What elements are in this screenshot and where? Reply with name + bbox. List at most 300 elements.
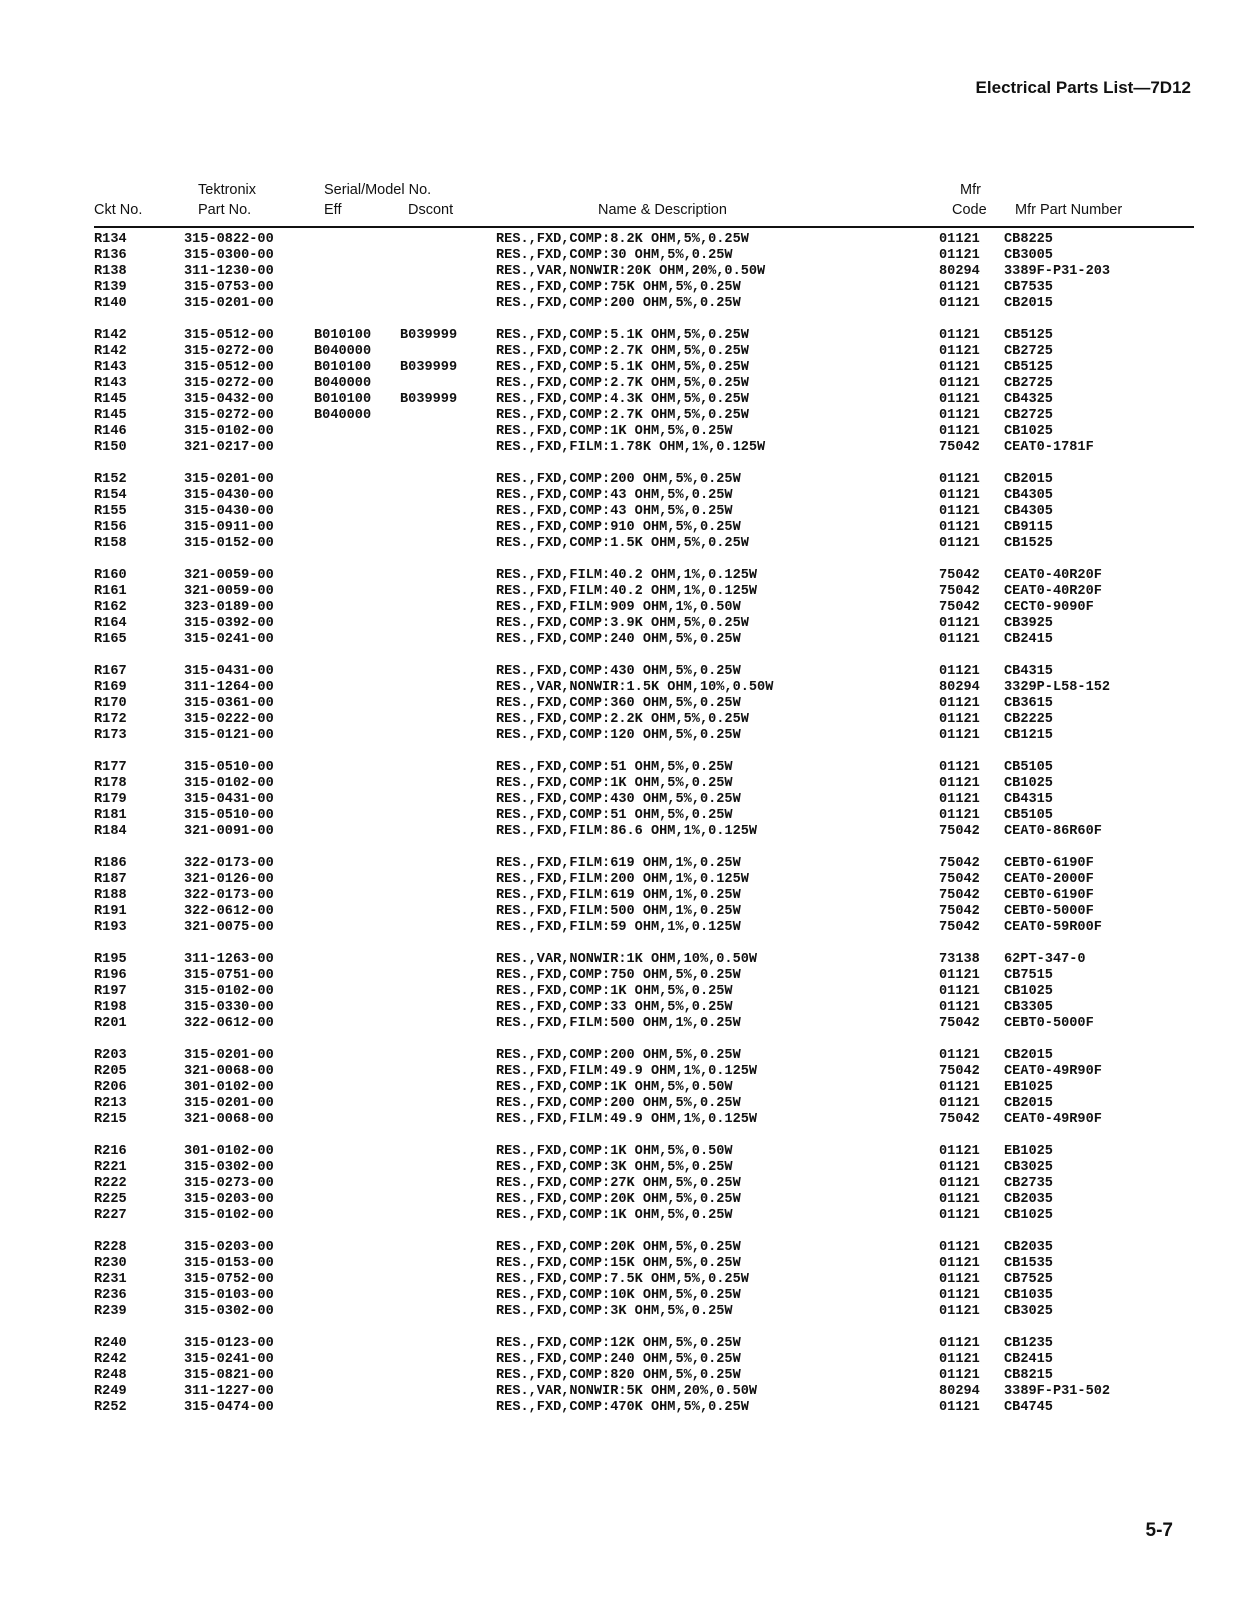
- mfr-part-number: CB1025: [1004, 1208, 1053, 1223]
- mfr-part-number: CB1025: [1004, 424, 1053, 439]
- part-no: 315-0201-00: [184, 296, 274, 311]
- mfr-code: 01121: [939, 360, 980, 375]
- table-row: [94, 264, 1194, 280]
- ckt-no: R158: [94, 536, 127, 551]
- part-no: 315-0152-00: [184, 536, 274, 551]
- mfr-part-number: CB2725: [1004, 408, 1053, 423]
- description: RES.,FXD,COMP:3K OHM,5%,0.25W: [496, 1160, 733, 1175]
- mfr-code: 01121: [939, 1096, 980, 1111]
- mfr-code: 01121: [939, 344, 980, 359]
- ckt-no: R188: [94, 888, 127, 903]
- description: RES.,FXD,COMP:3.9K OHM,5%,0.25W: [496, 616, 749, 631]
- part-no: 315-0361-00: [184, 696, 274, 711]
- description: RES.,FXD,COMP:910 OHM,5%,0.25W: [496, 520, 741, 535]
- part-no: 322-0173-00: [184, 856, 274, 871]
- row-group: [94, 1048, 1194, 1128]
- col-part-no: Part No.: [198, 202, 252, 218]
- mfr-part-number: CEBT0-5000F: [1004, 904, 1094, 919]
- description: RES.,FXD,COMP:470K OHM,5%,0.25W: [496, 1400, 749, 1415]
- part-no: 315-0273-00: [184, 1176, 274, 1191]
- mfr-part-number: CB2725: [1004, 376, 1053, 391]
- table-row: [94, 1048, 1194, 1064]
- table-row: [94, 1160, 1194, 1176]
- part-no: 301-0102-00: [184, 1144, 274, 1159]
- table-row: [94, 376, 1194, 392]
- part-no: 315-0102-00: [184, 1208, 274, 1223]
- description: RES.,FXD,COMP:1K OHM,5%,0.25W: [496, 424, 733, 439]
- part-no: 315-0330-00: [184, 1000, 274, 1015]
- mfr-part-number: CB3005: [1004, 248, 1053, 263]
- part-no: 321-0068-00: [184, 1112, 274, 1127]
- col-mfr-part-number: Mfr Part Number: [1015, 202, 1123, 218]
- description: RES.,FXD,FILM:49.9 OHM,1%,0.125W: [496, 1064, 758, 1079]
- table-row: [94, 968, 1194, 984]
- table-row: [94, 1096, 1194, 1112]
- ckt-no: R140: [94, 296, 127, 311]
- ckt-no: R164: [94, 616, 127, 631]
- description: RES.,FXD,COMP:12K OHM,5%,0.25W: [496, 1336, 741, 1351]
- serial-eff: B010100: [314, 328, 372, 343]
- col-serial-model: Serial/Model No.: [324, 182, 432, 198]
- table-row: [94, 776, 1194, 792]
- table-row: [94, 248, 1194, 264]
- ckt-no: R143: [94, 360, 127, 375]
- part-no: 315-0103-00: [184, 1288, 274, 1303]
- table-row: [94, 1400, 1194, 1416]
- description: RES.,FXD,COMP:51 OHM,5%,0.25W: [496, 808, 733, 823]
- table-row: [94, 824, 1194, 840]
- description: RES.,FXD,COMP:120 OHM,5%,0.25W: [496, 728, 741, 743]
- row-group: [94, 1336, 1194, 1416]
- mfr-code: 01121: [939, 1400, 980, 1415]
- table-row: [94, 1272, 1194, 1288]
- ckt-no: R134: [94, 232, 127, 247]
- part-no: 315-0102-00: [184, 984, 274, 999]
- table-row: [94, 728, 1194, 744]
- ckt-no: R239: [94, 1304, 127, 1319]
- table-row: [94, 808, 1194, 824]
- mfr-code: 01121: [939, 504, 980, 519]
- row-group: [94, 952, 1194, 1032]
- mfr-code: 01121: [939, 712, 980, 727]
- mfr-part-number: CB1525: [1004, 536, 1053, 551]
- mfr-part-number: CB2015: [1004, 1096, 1053, 1111]
- table-row: [94, 584, 1194, 600]
- table-row: [94, 696, 1194, 712]
- description: RES.,FXD,COMP:240 OHM,5%,0.25W: [496, 1352, 741, 1367]
- table-row: [94, 904, 1194, 920]
- serial-eff: B010100: [314, 392, 372, 407]
- mfr-code: 01121: [939, 328, 980, 343]
- part-no: 311-1264-00: [184, 680, 274, 695]
- mfr-code: 75042: [939, 1112, 980, 1127]
- part-no: 321-0059-00: [184, 584, 274, 599]
- part-no: 315-0300-00: [184, 248, 274, 263]
- part-no: 315-0752-00: [184, 1272, 274, 1287]
- part-no: 315-0203-00: [184, 1192, 274, 1207]
- ckt-no: R196: [94, 968, 127, 983]
- mfr-part-number: CB4305: [1004, 488, 1053, 503]
- mfr-part-number: CB1025: [1004, 984, 1053, 999]
- part-no: 315-0432-00: [184, 392, 274, 407]
- mfr-part-number: CB1035: [1004, 1288, 1053, 1303]
- mfr-part-number: CB3925: [1004, 616, 1053, 631]
- serial-eff: B040000: [314, 408, 372, 423]
- table-row: [94, 296, 1194, 312]
- mfr-part-number: CB7535: [1004, 280, 1053, 295]
- ckt-no: R195: [94, 952, 127, 967]
- table-row: [94, 1112, 1194, 1128]
- mfr-part-number: CB5105: [1004, 808, 1053, 823]
- mfr-part-number: CEAT0-2000F: [1004, 872, 1094, 887]
- mfr-part-number: CB2015: [1004, 472, 1053, 487]
- part-no: 315-0911-00: [184, 520, 274, 535]
- row-group: [94, 328, 1194, 456]
- table-row: [94, 1368, 1194, 1384]
- ckt-no: R228: [94, 1240, 127, 1255]
- table-row: [94, 1304, 1194, 1320]
- mfr-code: 01121: [939, 376, 980, 391]
- table-row: [94, 424, 1194, 440]
- ckt-no: R160: [94, 568, 127, 583]
- mfr-part-number: CEAT0-49R90F: [1004, 1064, 1102, 1079]
- part-no: 321-0126-00: [184, 872, 274, 887]
- mfr-code: 01121: [939, 248, 980, 263]
- row-group: [94, 472, 1194, 552]
- mfr-code: 01121: [939, 968, 980, 983]
- mfr-code: 75042: [939, 856, 980, 871]
- mfr-part-number: CB5105: [1004, 760, 1053, 775]
- table-row: [94, 440, 1194, 456]
- parts-table: [94, 232, 1194, 1432]
- ckt-no: R231: [94, 1272, 127, 1287]
- mfr-part-number: CB4315: [1004, 792, 1053, 807]
- part-no: 315-0302-00: [184, 1160, 274, 1175]
- page-header-title: Electrical Parts List—7D12: [975, 78, 1191, 97]
- table-row: [94, 520, 1194, 536]
- ckt-no: R178: [94, 776, 127, 791]
- table-row: [94, 952, 1194, 968]
- mfr-code: 01121: [939, 1288, 980, 1303]
- part-no: 321-0059-00: [184, 568, 274, 583]
- part-no: 315-0102-00: [184, 776, 274, 791]
- mfr-part-number: CECT0-9090F: [1004, 600, 1094, 615]
- description: RES.,FXD,FILM:49.9 OHM,1%,0.125W: [496, 1112, 758, 1127]
- mfr-code: 01121: [939, 728, 980, 743]
- table-row: [94, 1352, 1194, 1368]
- table-row: [94, 360, 1194, 376]
- col-name-description: Name & Description: [598, 202, 727, 218]
- mfr-code: 01121: [939, 424, 980, 439]
- part-no: 315-0431-00: [184, 664, 274, 679]
- part-no: 315-0751-00: [184, 968, 274, 983]
- mfr-part-number: CB3025: [1004, 1304, 1053, 1319]
- ckt-no: R152: [94, 472, 127, 487]
- table-row: [94, 1064, 1194, 1080]
- mfr-code: 01121: [939, 632, 980, 647]
- table-row: [94, 1384, 1194, 1400]
- part-no: 315-0201-00: [184, 1048, 274, 1063]
- mfr-part-number: CEAT0-40R20F: [1004, 568, 1102, 583]
- description: RES.,FXD,COMP:43 OHM,5%,0.25W: [496, 504, 733, 519]
- mfr-part-number: CB9115: [1004, 520, 1053, 535]
- row-group: [94, 232, 1194, 312]
- mfr-code: 75042: [939, 600, 980, 615]
- table-row: [94, 600, 1194, 616]
- description: RES.,FXD,FILM:1.78K OHM,1%,0.125W: [496, 440, 766, 455]
- row-group: [94, 760, 1194, 840]
- part-no: 315-0201-00: [184, 1096, 274, 1111]
- description: RES.,FXD,COMP:7.5K OHM,5%,0.25W: [496, 1272, 749, 1287]
- part-no: 321-0217-00: [184, 440, 274, 455]
- mfr-code: 01121: [939, 520, 980, 535]
- ckt-no: R181: [94, 808, 127, 823]
- description: RES.,FXD,FILM:500 OHM,1%,0.25W: [496, 1016, 741, 1031]
- mfr-part-number: 3389F-P31-203: [1004, 264, 1111, 279]
- part-no: 321-0091-00: [184, 824, 274, 839]
- ckt-no: R186: [94, 856, 127, 871]
- mfr-part-number: EB1025: [1004, 1144, 1053, 1159]
- row-group: [94, 664, 1194, 744]
- ckt-no: R142: [94, 344, 127, 359]
- mfr-part-number: CB2035: [1004, 1240, 1053, 1255]
- mfr-code: 01121: [939, 1336, 980, 1351]
- table-row: [94, 1144, 1194, 1160]
- table-row: [94, 664, 1194, 680]
- description: RES.,FXD,FILM:500 OHM,1%,0.25W: [496, 904, 741, 919]
- serial-eff: B040000: [314, 344, 372, 359]
- description: RES.,FXD,COMP:1K OHM,5%,0.25W: [496, 1208, 733, 1223]
- description: RES.,FXD,FILM:40.2 OHM,1%,0.125W: [496, 584, 758, 599]
- part-no: 315-0272-00: [184, 344, 274, 359]
- description: RES.,FXD,COMP:20K OHM,5%,0.25W: [496, 1192, 741, 1207]
- table-row: [94, 568, 1194, 584]
- mfr-code: 01121: [939, 616, 980, 631]
- description: RES.,FXD,COMP:2.7K OHM,5%,0.25W: [496, 344, 749, 359]
- mfr-part-number: CEAT0-1781F: [1004, 440, 1094, 455]
- description: RES.,FXD,COMP:33 OHM,5%,0.25W: [496, 1000, 733, 1015]
- mfr-code: 01121: [939, 808, 980, 823]
- description: RES.,VAR,NONWIR:1.5K OHM,10%,0.50W: [496, 680, 774, 695]
- description: RES.,FXD,COMP:75K OHM,5%,0.25W: [496, 280, 741, 295]
- mfr-code: 01121: [939, 392, 980, 407]
- description: RES.,FXD,COMP:200 OHM,5%,0.25W: [496, 1048, 741, 1063]
- table-row: [94, 984, 1194, 1000]
- mfr-part-number: CB1025: [1004, 776, 1053, 791]
- row-group: [94, 856, 1194, 936]
- mfr-part-number: CB4315: [1004, 664, 1053, 679]
- part-no: 315-0241-00: [184, 1352, 274, 1367]
- ckt-no: R215: [94, 1112, 127, 1127]
- table-row: [94, 408, 1194, 424]
- description: RES.,FXD,COMP:1K OHM,5%,0.50W: [496, 1144, 733, 1159]
- table-row: [94, 1176, 1194, 1192]
- page-number: 5-7: [1145, 1520, 1173, 1541]
- mfr-part-number: CB2035: [1004, 1192, 1053, 1207]
- mfr-part-number: CB4745: [1004, 1400, 1053, 1415]
- mfr-code: 01121: [939, 488, 980, 503]
- description: RES.,FXD,COMP:20K OHM,5%,0.25W: [496, 1240, 741, 1255]
- description: RES.,FXD,COMP:200 OHM,5%,0.25W: [496, 1096, 741, 1111]
- table-row: [94, 712, 1194, 728]
- ckt-no: R139: [94, 280, 127, 295]
- table-row: [94, 1000, 1194, 1016]
- part-no: 315-0201-00: [184, 472, 274, 487]
- part-no: 315-0121-00: [184, 728, 274, 743]
- mfr-code: 01121: [939, 984, 980, 999]
- description: RES.,FXD,COMP:4.3K OHM,5%,0.25W: [496, 392, 749, 407]
- table-row: [94, 1336, 1194, 1352]
- description: RES.,FXD,COMP:10K OHM,5%,0.25W: [496, 1288, 741, 1303]
- part-no: 315-0153-00: [184, 1256, 274, 1271]
- mfr-code: 01121: [939, 1144, 980, 1159]
- table-row: [94, 1192, 1194, 1208]
- ckt-no: R161: [94, 584, 127, 599]
- serial-eff: B010100: [314, 360, 372, 375]
- mfr-part-number: CB2415: [1004, 632, 1053, 647]
- ckt-no: R227: [94, 1208, 127, 1223]
- ckt-no: R179: [94, 792, 127, 807]
- table-row: [94, 1016, 1194, 1032]
- part-no: 315-0510-00: [184, 760, 274, 775]
- description: RES.,FXD,COMP:30 OHM,5%,0.25W: [496, 248, 733, 263]
- mfr-part-number: CB1235: [1004, 1336, 1053, 1351]
- table-row: [94, 1288, 1194, 1304]
- mfr-code: 80294: [939, 264, 980, 279]
- ckt-no: R145: [94, 392, 127, 407]
- ckt-no: R155: [94, 504, 127, 519]
- description: RES.,FXD,COMP:750 OHM,5%,0.25W: [496, 968, 741, 983]
- part-no: 315-0123-00: [184, 1336, 274, 1351]
- description: RES.,FXD,COMP:43 OHM,5%,0.25W: [496, 488, 733, 503]
- part-no: 311-1230-00: [184, 264, 274, 279]
- mfr-code: 01121: [939, 1048, 980, 1063]
- ckt-no: R242: [94, 1352, 127, 1367]
- mfr-code: 75042: [939, 440, 980, 455]
- part-no: 315-0431-00: [184, 792, 274, 807]
- table-row: [94, 232, 1194, 248]
- part-no: 311-1263-00: [184, 952, 274, 967]
- mfr-part-number: CB1215: [1004, 728, 1053, 743]
- ckt-no: R173: [94, 728, 127, 743]
- mfr-code: 01121: [939, 1304, 980, 1319]
- ckt-no: R236: [94, 1288, 127, 1303]
- description: RES.,FXD,FILM:619 OHM,1%,0.25W: [496, 888, 741, 903]
- col-mfr-code: Code: [952, 202, 987, 218]
- table-row: [94, 680, 1194, 696]
- table-row: [94, 488, 1194, 504]
- description: RES.,FXD,COMP:2.7K OHM,5%,0.25W: [496, 376, 749, 391]
- part-no: 315-0102-00: [184, 424, 274, 439]
- description: RES.,FXD,COMP:5.1K OHM,5%,0.25W: [496, 328, 749, 343]
- mfr-code: 01121: [939, 792, 980, 807]
- part-no: 301-0102-00: [184, 1080, 274, 1095]
- mfr-code: 75042: [939, 584, 980, 599]
- ckt-no: R154: [94, 488, 127, 503]
- mfr-part-number: 3389F-P31-502: [1004, 1384, 1111, 1399]
- table-row: [94, 856, 1194, 872]
- part-no: 322-0173-00: [184, 888, 274, 903]
- mfr-part-number: CB4305: [1004, 504, 1053, 519]
- mfr-code: 80294: [939, 1384, 980, 1399]
- ckt-no: R136: [94, 248, 127, 263]
- table-row: [94, 504, 1194, 520]
- ckt-no: R222: [94, 1176, 127, 1191]
- mfr-code: 75042: [939, 888, 980, 903]
- ckt-no: R230: [94, 1256, 127, 1271]
- description: RES.,FXD,COMP:1K OHM,5%,0.25W: [496, 984, 733, 999]
- mfr-part-number: 62PT-347-0: [1004, 952, 1086, 967]
- col-dscont: Dscont: [408, 202, 454, 218]
- mfr-code: 01121: [939, 1176, 980, 1191]
- part-no: 323-0189-00: [184, 600, 274, 615]
- mfr-part-number: CB2225: [1004, 712, 1053, 727]
- part-no: 315-0392-00: [184, 616, 274, 631]
- table-row: [94, 888, 1194, 904]
- ckt-no: R249: [94, 1384, 127, 1399]
- mfr-code: 75042: [939, 1016, 980, 1031]
- description: RES.,FXD,COMP:5.1K OHM,5%,0.25W: [496, 360, 749, 375]
- description: RES.,VAR,NONWIR:1K OHM,10%,0.50W: [496, 952, 758, 967]
- description: RES.,VAR,NONWIR:20K OHM,20%,0.50W: [496, 264, 766, 279]
- table-row: [94, 792, 1194, 808]
- description: RES.,FXD,COMP:1K OHM,5%,0.50W: [496, 1080, 733, 1095]
- part-no: 321-0068-00: [184, 1064, 274, 1079]
- table-row: [94, 1256, 1194, 1272]
- part-no: 315-0272-00: [184, 408, 274, 423]
- description: RES.,FXD,COMP:8.2K OHM,5%,0.25W: [496, 232, 749, 247]
- mfr-code: 01121: [939, 1160, 980, 1175]
- mfr-code: 75042: [939, 1064, 980, 1079]
- ckt-no: R198: [94, 1000, 127, 1015]
- ckt-no: R248: [94, 1368, 127, 1383]
- table-row: [94, 536, 1194, 552]
- part-no: 321-0075-00: [184, 920, 274, 935]
- part-no: 315-0430-00: [184, 504, 274, 519]
- mfr-code: 01121: [939, 408, 980, 423]
- description: RES.,VAR,NONWIR:5K OHM,20%,0.50W: [496, 1384, 758, 1399]
- serial-eff: B040000: [314, 376, 372, 391]
- ckt-no: R187: [94, 872, 127, 887]
- description: RES.,FXD,FILM:909 OHM,1%,0.50W: [496, 600, 741, 615]
- description: RES.,FXD,COMP:27K OHM,5%,0.25W: [496, 1176, 741, 1191]
- mfr-part-number: CB7515: [1004, 968, 1053, 983]
- description: RES.,FXD,FILM:40.2 OHM,1%,0.125W: [496, 568, 758, 583]
- table-row: [94, 920, 1194, 936]
- mfr-code: 01121: [939, 1272, 980, 1287]
- ckt-no: R203: [94, 1048, 127, 1063]
- part-no: 322-0612-00: [184, 1016, 274, 1031]
- mfr-code: 01121: [939, 1352, 980, 1367]
- mfr-part-number: CB3305: [1004, 1000, 1053, 1015]
- description: RES.,FXD,COMP:3K OHM,5%,0.25W: [496, 1304, 733, 1319]
- ckt-no: R156: [94, 520, 127, 535]
- mfr-code: 01121: [939, 296, 980, 311]
- part-no: 315-0222-00: [184, 712, 274, 727]
- table-row: [94, 472, 1194, 488]
- part-no: 311-1227-00: [184, 1384, 274, 1399]
- ckt-no: R162: [94, 600, 127, 615]
- ckt-no: R184: [94, 824, 127, 839]
- ckt-no: R221: [94, 1160, 127, 1175]
- mfr-code: 01121: [939, 232, 980, 247]
- description: RES.,FXD,COMP:2.2K OHM,5%,0.25W: [496, 712, 749, 727]
- ckt-no: R142: [94, 328, 127, 343]
- table-row: [94, 872, 1194, 888]
- mfr-part-number: CB5125: [1004, 360, 1053, 375]
- col-mfr-top: Mfr: [960, 182, 981, 198]
- mfr-code: 75042: [939, 904, 980, 919]
